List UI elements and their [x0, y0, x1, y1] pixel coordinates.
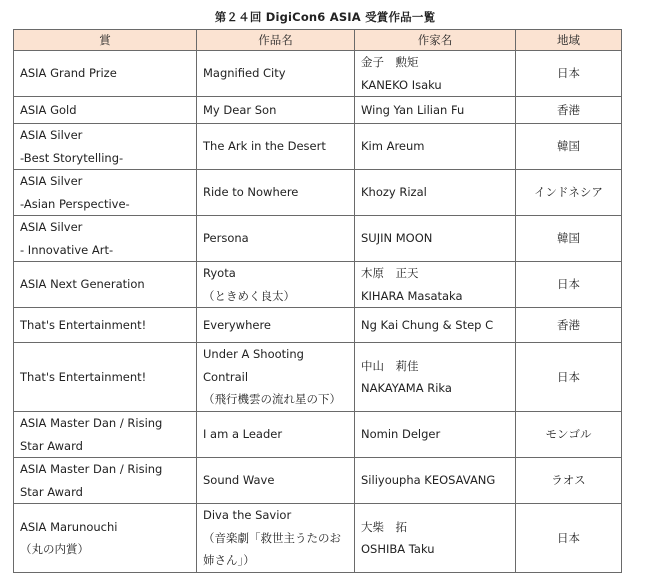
region-cell: ラオス	[516, 458, 622, 504]
award-line: Star Award	[20, 484, 83, 499]
region-cell: 日本	[516, 504, 622, 573]
work-line: （飛行機雲の流れ星の下）	[203, 392, 341, 407]
header-work: 作品名	[197, 30, 355, 51]
award-cell	[14, 51, 197, 97]
author-line: KIHARA Masataka	[361, 288, 463, 303]
work-line: Everywhere	[203, 317, 272, 332]
award-cell	[14, 412, 197, 458]
work-line: （ときめく良太）	[203, 288, 295, 303]
author-cell	[355, 504, 516, 573]
award-line: ASIA Grand Prize	[20, 66, 117, 81]
author-line: NAKAYAMA Rika	[361, 381, 452, 395]
author-line: Khozy Rizal	[361, 185, 427, 200]
table-row	[14, 51, 622, 97]
author-line: SUJIN MOON	[361, 231, 433, 246]
table-row	[14, 124, 622, 170]
award-cell	[14, 216, 197, 262]
document-title: 第２４回 DigiCon6 ASIA 受賞作品一覧	[214, 10, 436, 24]
author-cell	[355, 97, 516, 124]
author-cell	[355, 343, 516, 412]
award-line: ASIA Gold	[20, 102, 77, 117]
region-cell: 香港	[516, 97, 622, 124]
award-line: ASIA Master Dan / Rising	[20, 416, 163, 430]
work-line: Under A Shooting	[203, 347, 304, 362]
work-cell	[197, 504, 355, 573]
work-line: My Dear Son	[203, 102, 277, 117]
author-cell	[355, 262, 516, 308]
table-row	[14, 504, 622, 573]
work-cell	[197, 51, 355, 97]
author-line: Ng Kai Chung & Step C	[361, 317, 494, 332]
award-line: That's Entertainment!	[20, 317, 147, 332]
table-row	[14, 97, 622, 124]
work-line: I am a Leader	[203, 427, 283, 442]
table-row	[14, 343, 622, 412]
award-line: ASIA Silver	[20, 220, 83, 234]
work-cell	[197, 412, 355, 458]
award-cell	[14, 124, 197, 170]
award-cell	[14, 170, 197, 216]
work-cell	[197, 216, 355, 262]
author-line: KANEKO Isaku	[361, 77, 442, 92]
header-author: 作家名	[355, 30, 516, 51]
award-line: - Innovative Art-	[20, 242, 114, 257]
work-line: Magnified City	[203, 66, 286, 81]
author-cell	[355, 170, 516, 216]
award-line: -Asian Perspective-	[20, 196, 130, 211]
region-cell: 日本	[516, 343, 622, 412]
author-cell	[355, 124, 516, 170]
work-cell	[197, 308, 355, 343]
table-row	[14, 308, 622, 343]
award-cell	[14, 343, 197, 412]
author-line: Kim Areum	[361, 139, 425, 154]
awards-table	[13, 29, 622, 573]
author-cell	[355, 308, 516, 343]
region-cell: 日本	[516, 51, 622, 97]
award-line: ASIA Master Dan / Rising	[20, 462, 163, 476]
work-cell	[197, 262, 355, 308]
award-line: Star Award	[20, 438, 83, 453]
work-line: （音楽劇「救世主うたのお	[203, 530, 341, 545]
author-line: Nomin Delger	[361, 427, 441, 442]
award-cell	[14, 504, 197, 573]
award-line: ASIA Next Generation	[20, 277, 145, 292]
author-cell	[355, 216, 516, 262]
award-cell	[14, 458, 197, 504]
award-line: ASIA Marunouchi	[20, 519, 118, 534]
table-row	[14, 458, 622, 504]
region-cell: 日本	[516, 262, 622, 308]
work-line: The Ark in the Desert	[203, 139, 326, 154]
work-line: 姉さん」）	[203, 553, 255, 568]
award-line: （丸の内賞）	[20, 542, 89, 556]
work-line: Diva the Savior	[203, 508, 292, 523]
author-cell	[355, 412, 516, 458]
work-line: Ride to Nowhere	[203, 185, 299, 200]
region-cell: 韓国	[516, 124, 622, 170]
region-cell: インドネシア	[516, 170, 622, 216]
region-cell: 香港	[516, 308, 622, 343]
header-row	[14, 30, 622, 51]
table-row	[14, 216, 622, 262]
author-line: Siliyoupha KEOSAVANG	[361, 473, 496, 488]
work-cell	[197, 458, 355, 504]
award-line: That's Entertainment!	[20, 369, 147, 384]
work-line: Sound Wave	[203, 473, 275, 488]
work-cell	[197, 170, 355, 216]
table-row	[14, 170, 622, 216]
region-cell: 韓国	[516, 216, 622, 262]
author-line: 金子 勲矩	[361, 55, 419, 69]
table-row	[14, 262, 622, 308]
author-line: Wing Yan Lilian Fu	[361, 102, 465, 117]
region-cell: モンゴル	[516, 412, 622, 458]
award-cell	[14, 308, 197, 343]
author-cell	[355, 51, 516, 97]
work-line: Persona	[203, 231, 249, 246]
author-line: 大柴 拓	[361, 519, 407, 534]
work-cell	[197, 97, 355, 124]
author-line: OSHIBA Taku	[361, 542, 435, 556]
award-line: ASIA Silver	[20, 174, 83, 188]
table-body	[14, 51, 622, 573]
header-region: 地域	[516, 30, 622, 51]
author-line: 中山 莉佳	[361, 358, 419, 373]
header-award: 賞	[14, 30, 197, 51]
work-line: Ryota	[203, 266, 236, 280]
work-cell	[197, 343, 355, 412]
award-line: -Best Storytelling-	[20, 150, 124, 165]
author-line: 木原 正天	[361, 266, 419, 280]
table-row	[14, 412, 622, 458]
award-line: ASIA Silver	[20, 128, 83, 142]
work-cell	[197, 124, 355, 170]
award-cell	[14, 97, 197, 124]
award-cell	[14, 262, 197, 308]
work-line: Contrail	[203, 369, 249, 384]
author-cell	[355, 458, 516, 504]
